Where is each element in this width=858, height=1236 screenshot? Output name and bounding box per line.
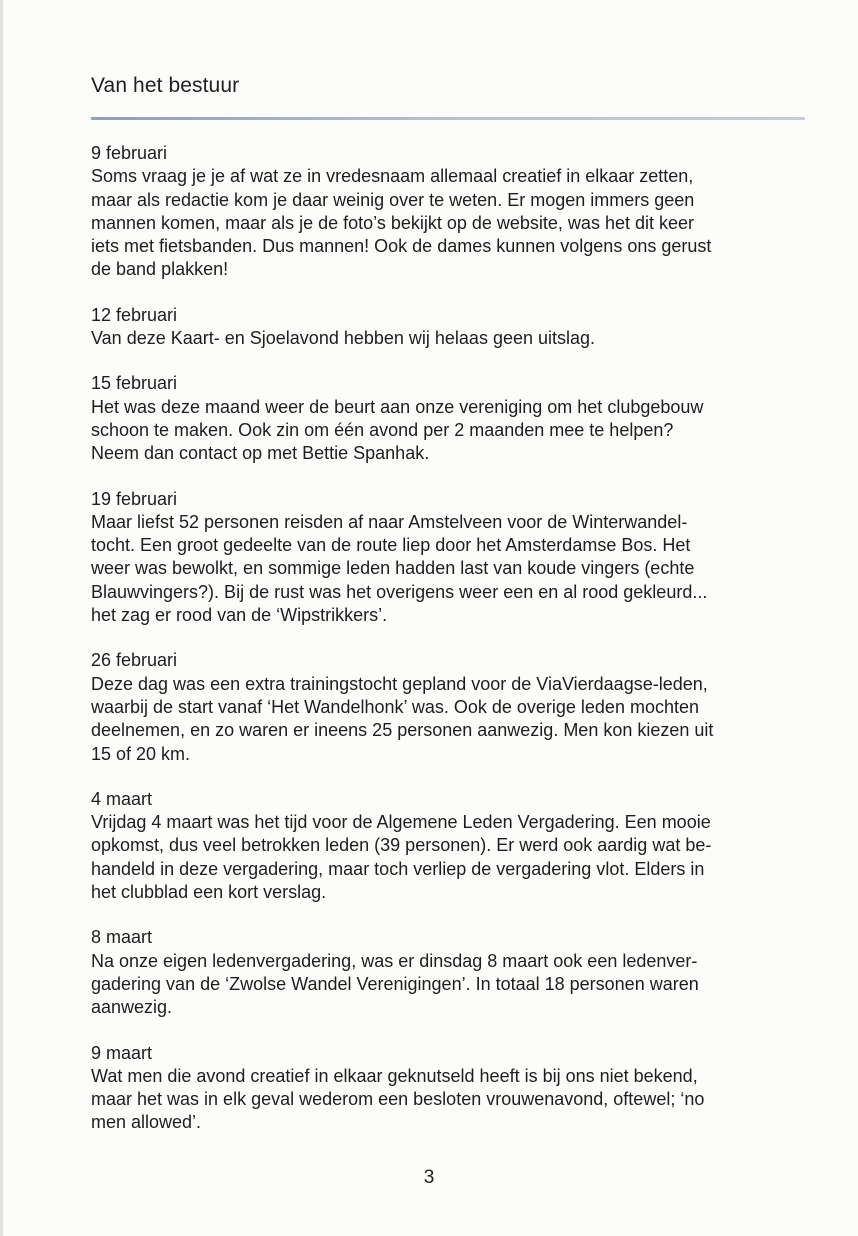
entry-text-line: waarbij de start vanaf ‘Het Wandelhonk’ was. Ook de overige leden mochten (91, 696, 699, 717)
entry-text-line: Wat men die avond creatief in elkaar geknutseld heeft is bij ons niet bekend, (91, 1065, 698, 1086)
entry-8-maart (91, 926, 806, 1019)
entry-text-line: het clubblad een kort verslag. (91, 882, 327, 903)
entry-text-line: weer was bewolkt, en sommige leden hadden last van koude vingers (echte (91, 558, 695, 579)
entry-date: 9 februari (91, 143, 168, 163)
entry-12-februari (91, 304, 806, 351)
entry-text-line: Na onze eigen ledenvergadering, was er dinsdag 8 maart ook een ledenver- (91, 950, 698, 971)
entry-text-line: men allowed’. (91, 1112, 202, 1133)
entry-15-februari (91, 372, 806, 465)
entry-9-februari (91, 142, 806, 282)
entry-text-line: maar als redactie kom je daar weinig over te weten. Er mogen immers geen (91, 189, 695, 210)
entry-text-line: Van deze Kaart- en Sjoelavond hebben wij helaas geen uitslag. (91, 328, 596, 349)
entry-text-line: Vrijdag 4 maart was het tijd voor de Algemene Leden Vergadering. Een mooie (91, 812, 711, 833)
entry-text-line: maar het was in elk geval wederom een besloten vrouwenavond, oftewel; ‘no (91, 1089, 705, 1110)
entry-text-line: het zag er rood van de ‘Wipstrikkers’. (91, 605, 388, 626)
entry-date: 15 februari (91, 373, 178, 394)
entry-text-line: schoon te maken. Ook zin om één avond per 2 maanden mee te helpen? (91, 419, 674, 440)
page-edge-shadow (0, 0, 3, 1236)
entry-date: 8 maart (91, 927, 153, 948)
entry-text-line: Soms vraag je je af wat ze in vredesnaam allemaal creatief in elkaar zetten, (91, 166, 694, 187)
entry-text-line: tocht. Een groot gedeelte van de route liep door het Amsterdamse Bos. Het (91, 535, 691, 556)
entry-text-line: Deze dag was een extra trainingstocht gepland voor de ViaVierdaagse-leden, (91, 673, 708, 694)
entry-text-line: mannen komen, maar als je de foto’s bekijkt op de website, was het dit keer (91, 212, 694, 233)
entry-4-maart (91, 788, 806, 904)
entry-text-line: Maar liefst 52 personen reisden af naar Amstelveen voor de Winterwandel- (91, 511, 688, 532)
entry-text-line: Blauwvingers?). Bij de rust was het overigens weer een en al rood gekleurd... (91, 581, 708, 602)
entry-26-februari (91, 649, 806, 765)
entry-text-line: Neem dan contact op met Bettie Spanhak. (91, 443, 430, 464)
entry-text-line: aanwezig. (91, 997, 173, 1018)
page-number: 3 (423, 1167, 435, 1188)
entry-text-line: handeld in deze vergadering, maar toch verliep de vergadering vlot. Elders in (91, 858, 705, 879)
entry-date: 4 maart (91, 788, 153, 809)
entry-text-line: 15 of 20 km. (91, 743, 191, 764)
entry-text-line: opkomst, dus veel betrokken leden (39 personen). Er werd ook aardig wat be- (91, 835, 712, 856)
entry-19-februari (91, 488, 806, 628)
entry-text-line: deelnemen, en zo waren er ineens 25 personen aanwezig. Men kon kiezen uit (91, 720, 714, 741)
entry-9-maart (91, 1042, 806, 1135)
entry-text-line: Het was deze maand weer de beurt aan onze vereniging om het clubgebouw (91, 396, 704, 417)
entry-date: 9 maart (91, 1042, 153, 1063)
entry-text-line: gadering van de ‘Zwolse Wandel Verenigingen’. In totaal 18 personen waren (91, 973, 699, 994)
entries-list (91, 142, 806, 1157)
section-title: Van het bestuur (91, 74, 240, 97)
entry-date: 12 februari (91, 304, 178, 325)
header-divider (91, 117, 805, 120)
entry-text-line: de band plakken! (91, 259, 229, 280)
entry-date: 19 februari (91, 488, 178, 509)
entry-date: 26 februari (91, 650, 178, 671)
entry-text-line: iets met fietsbanden. Dus mannen! Ook de dames kunnen volgens ons gerust (91, 236, 712, 257)
